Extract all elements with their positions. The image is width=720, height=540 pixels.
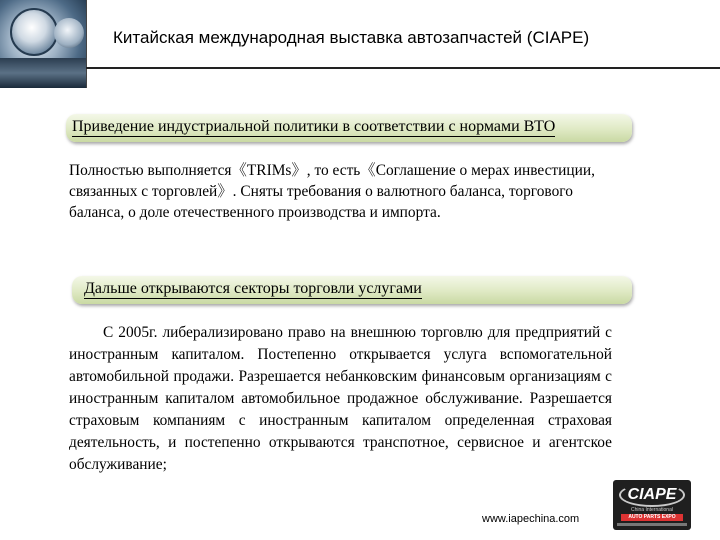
car-grill-image (0, 58, 86, 88)
slide-header (0, 0, 720, 88)
headlight-image (0, 0, 86, 88)
logo-mark: CIAPE (627, 486, 677, 503)
logo-chinese-text-line (617, 523, 687, 526)
section1-heading: Приведение индустриальной политики в соответствии с нормами ВТО (72, 118, 556, 135)
section2-body: С 2005г. либерализировано право на внешнюю торговлю для предприятий с иностранным капиталом. Постепенно открывается услуга вспомогательной автомобильной продажи. Разрешается небанковским финансовым организациям с иностранным капиталом автомобильное продажное обслуживание. Разрешается страховым компаниям с иностранным капиталом определенная страховая деятельность, и постепенно открываются транспотное, сервисное и агентское обслуживание; (69, 324, 612, 473)
logo-subtitle: China International (631, 507, 673, 513)
section2-banner (72, 276, 632, 304)
website-url: www.iapechina.com (482, 513, 580, 525)
section1-banner (66, 114, 632, 142)
header-divider (86, 0, 87, 88)
title-underline (86, 67, 720, 69)
headlight-lamp-small-icon (54, 18, 84, 48)
ciape-logo (613, 480, 691, 530)
logo-bar: AUTO PARTS EXPO (621, 514, 683, 521)
section1-body: Полностью выполняется《TRIMs》, то есть《Соглашение о мерах инвестиции, связанных с торговлей》. Сняты требования о валютного баланса, торгового баланса, о доле отечественного производства и импорта. (69, 162, 595, 221)
section2-heading: Дальше открываются секторы торговли услугами (84, 280, 422, 297)
headlight-lamp-icon (10, 8, 58, 56)
slide-title: Китайская международная выставка автозапчастей (CIAPE) (113, 28, 590, 47)
